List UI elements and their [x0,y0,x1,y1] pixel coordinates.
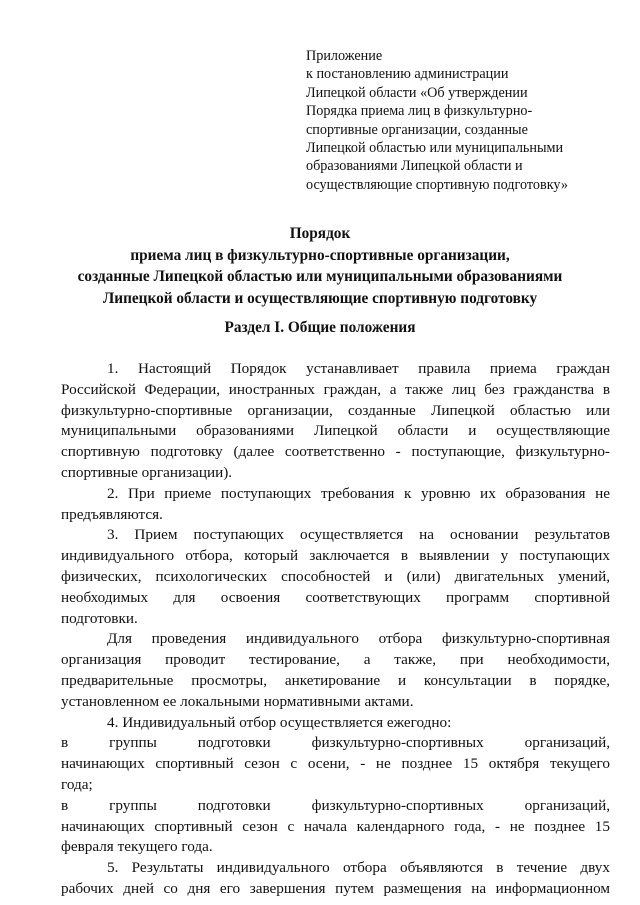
appendix-line: осуществляющие спортивную подготовку» [306,176,568,193]
appendix-line: Липецкой области «Об утверждении [306,84,528,101]
body-line: 2. При приеме поступающих требования к уровню их образования не [107,484,610,502]
title-line: Липецкой области и осуществляющие спортивную подготовку [102,289,538,307]
body-line: 5. Результаты индивидуального отбора объявляются в течение двух [107,859,610,877]
document-title [40,223,600,309]
body-line: подготовки. [61,609,138,627]
body-line: 3. Прием поступающих осуществляется на основании результатов [107,526,610,544]
body-line: предварительные просмотры, анкетирование и консультации в порядке, [61,671,610,689]
body-line: спортивные организации). [61,463,233,481]
body-line: необходимых для освоения соответствующих программ спортивной [61,588,610,606]
section-heading: Раздел I. Общие положения [224,319,416,336]
document-body [61,359,610,900]
body-line: Для проведения индивидуального отбора физкультурно-спортивная [107,630,610,648]
body-line: 4. Индивидуальный отбор осуществляется ежегодно: [107,713,452,731]
body-line: в группы подготовки физкультурно-спортивных организаций, [61,796,610,814]
body-line: предъявляются. [61,505,163,523]
body-line: февраля текущего года. [61,838,213,856]
body-line: муниципальными образованиями Липецкой области и осуществляющие [61,422,610,440]
appendix-header [306,47,606,194]
body-line: 1. Настоящий Порядок устанавливает правила приема граждан [107,360,610,377]
body-line: года; [61,775,93,793]
title-line: Порядок [289,225,351,242]
title-line: созданные Липецкой областью или муниципальными образованиями [77,268,563,285]
body-line: в группы подготовки физкультурно-спортивных организаций, [61,734,610,752]
body-line: рабочих дней со дня его завершения путем размещения на информационном [61,879,610,897]
appendix-line: к постановлению администрации [306,66,509,83]
body-line: спортивную подготовку (далее соответственно - поступающие, физкультурно- [61,443,610,461]
body-line: физкультурно-спортивные организации, созданные Липецкой областью или [61,401,610,419]
body-line: начинающих спортивный сезон с осени, - не позднее 15 октября текущего [61,755,610,773]
title-line: приема лиц в физкультурно-спортивные организации, [130,246,510,264]
appendix-line: Приложение [306,48,383,64]
body-line: физических, психологических способностей и (или) двигательных умений, [61,567,610,585]
appendix-line: Липецкой областью или муниципальными [306,140,564,157]
body-line: начинающих спортивный сезон с начала календарного года, - не позднее 15 [61,817,610,835]
body-line: Российской Федерации, иностранных граждан, а также лиц без гражданства в [61,380,610,398]
appendix-line: Порядка приема лиц в физкультурно- [306,103,533,120]
body-line: организация проводит тестирование, а также, при необходимости, [61,651,610,669]
appendix-line: спортивные организации, созданные [306,121,528,138]
body-line: установленном ее локальными нормативными актами. [61,692,414,710]
body-line: индивидуального отбора, который заключается в выявлении у поступающих [61,547,610,565]
appendix-line: образованиями Липецкой области и [306,158,523,175]
